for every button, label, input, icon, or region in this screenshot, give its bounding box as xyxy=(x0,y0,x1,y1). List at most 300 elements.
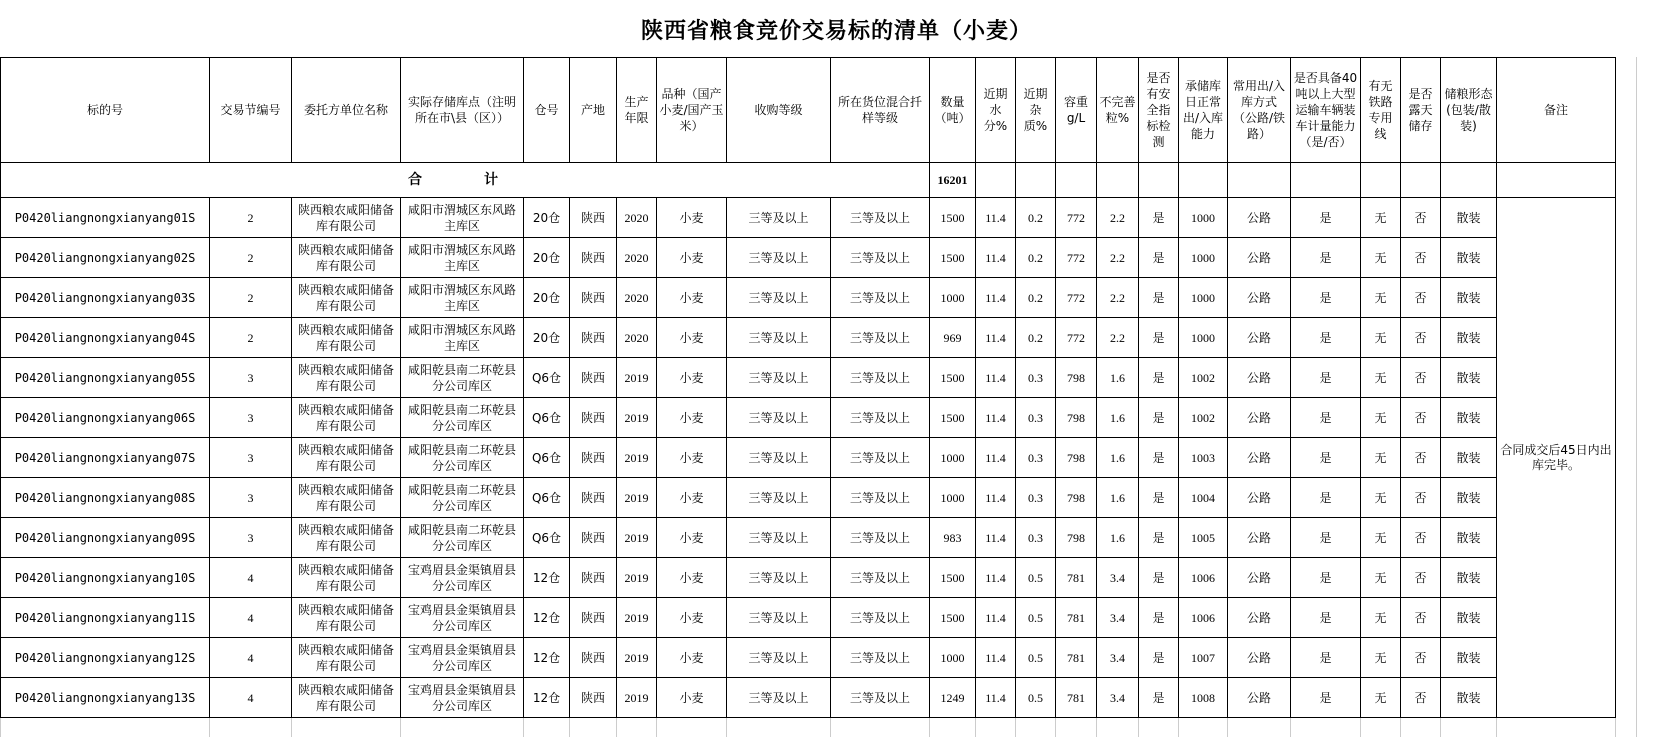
cell-open: 否 xyxy=(1401,518,1441,558)
cell-imperfect: 1.6 xyxy=(1097,398,1139,438)
cell-form: 散装 xyxy=(1441,278,1497,318)
cell-warehouse: 20仓 xyxy=(524,318,570,358)
cell-location: 咸阳市渭城区东风路主库区 xyxy=(401,278,524,318)
cell-impurity: 0.5 xyxy=(1016,598,1056,638)
cell-imperfect: 3.4 xyxy=(1097,678,1139,718)
cell-safety: 是 xyxy=(1139,638,1179,678)
cell-warehouse: 12仓 xyxy=(524,678,570,718)
cell-id: P0420liangnongxianyang06S xyxy=(1,398,210,438)
table-row xyxy=(1,598,1616,638)
cell-grade: 三等及以上 xyxy=(727,318,831,358)
cell-truck: 是 xyxy=(1291,358,1361,398)
table-row xyxy=(1,358,1616,398)
remarks-cell: 合同成交后45日内出库完毕。 xyxy=(1497,198,1616,718)
cell-location: 咸阳乾县南二环乾县分公司库区 xyxy=(401,358,524,398)
cell-qty: 1249 xyxy=(930,678,976,718)
cell-truck: 是 xyxy=(1291,318,1361,358)
cell-warehouse: 20仓 xyxy=(524,238,570,278)
column-header: 标的号 xyxy=(1,58,210,163)
column-header: 储粮形态(包装/散装) xyxy=(1441,58,1497,163)
cell-truck: 是 xyxy=(1291,438,1361,478)
cell-client: 陕西粮农咸阳储备库有限公司 xyxy=(292,518,401,558)
cell-year: 2020 xyxy=(617,238,657,278)
cell-form: 散装 xyxy=(1441,318,1497,358)
cell-mode: 公路 xyxy=(1228,278,1291,318)
cell-id: P0420liangnongxianyang05S xyxy=(1,358,210,398)
cell-safety: 是 xyxy=(1139,598,1179,638)
column-header: 是否有安全指标检测 xyxy=(1139,58,1179,163)
cell-impurity: 0.2 xyxy=(1016,318,1056,358)
cell-rail: 无 xyxy=(1361,678,1401,718)
cell-year: 2020 xyxy=(617,278,657,318)
cell-mode: 公路 xyxy=(1228,398,1291,438)
cell-variety: 小麦 xyxy=(657,358,727,398)
cell-moisture: 11.4 xyxy=(976,318,1016,358)
cell-session: 2 xyxy=(210,278,292,318)
cell-session: 3 xyxy=(210,438,292,478)
cell-capacity: 1008 xyxy=(1179,678,1228,718)
cell-grade: 三等及以上 xyxy=(727,558,831,598)
cell-imperfect: 1.6 xyxy=(1097,478,1139,518)
cell-density: 781 xyxy=(1056,558,1097,598)
cell-location: 咸阳乾县南二环乾县分公司库区 xyxy=(401,518,524,558)
cell-rail: 无 xyxy=(1361,238,1401,278)
cell-grade: 三等及以上 xyxy=(727,238,831,278)
cell-impurity: 0.2 xyxy=(1016,198,1056,238)
column-header: 品种（国产小麦/国产玉米） xyxy=(657,58,727,163)
cell-mode: 公路 xyxy=(1228,558,1291,598)
cell-truck: 是 xyxy=(1291,518,1361,558)
cell-truck: 是 xyxy=(1291,558,1361,598)
cell-id: P0420liangnongxianyang01S xyxy=(1,198,210,238)
table-row xyxy=(1,678,1616,718)
column-header: 是否露天储存 xyxy=(1401,58,1441,163)
column-header: 承储库日正常出/入库能力 xyxy=(1179,58,1228,163)
cell-capacity: 1006 xyxy=(1179,558,1228,598)
cell-capacity: 1002 xyxy=(1179,358,1228,398)
cell-rail: 无 xyxy=(1361,198,1401,238)
cell-origin: 陕西 xyxy=(570,478,617,518)
cell-warehouse: Q6仓 xyxy=(524,478,570,518)
cell-truck: 是 xyxy=(1291,198,1361,238)
cell-qty: 969 xyxy=(930,318,976,358)
cell-moisture: 11.4 xyxy=(976,358,1016,398)
cell-safety: 是 xyxy=(1139,558,1179,598)
cell-safety: 是 xyxy=(1139,438,1179,478)
cell-id: P0420liangnongxianyang08S xyxy=(1,478,210,518)
cell-qty: 1500 xyxy=(930,558,976,598)
cell-variety: 小麦 xyxy=(657,518,727,558)
table-row xyxy=(1,278,1616,318)
cell-density: 798 xyxy=(1056,398,1097,438)
cell-imperfect: 3.4 xyxy=(1097,638,1139,678)
column-header: 实际存储库点（注明所在市\县（区）） xyxy=(401,58,524,163)
cell-rail: 无 xyxy=(1361,278,1401,318)
cell-mode: 公路 xyxy=(1228,318,1291,358)
cell-year: 2019 xyxy=(617,638,657,678)
cell-density: 781 xyxy=(1056,638,1097,678)
cell-client: 陕西粮农咸阳储备库有限公司 xyxy=(292,598,401,638)
cell-density: 781 xyxy=(1056,598,1097,638)
cell-year: 2019 xyxy=(617,358,657,398)
column-header: 近期杂质% xyxy=(1016,58,1056,163)
cell-impurity: 0.3 xyxy=(1016,438,1056,478)
cell-year: 2019 xyxy=(617,398,657,438)
cell-year: 2020 xyxy=(617,198,657,238)
cell-imperfect: 1.6 xyxy=(1097,518,1139,558)
cell-id: P0420liangnongxianyang03S xyxy=(1,278,210,318)
cell-origin: 陕西 xyxy=(570,398,617,438)
column-header: 近期水分% xyxy=(976,58,1016,163)
cell-mode: 公路 xyxy=(1228,598,1291,638)
cell-open: 否 xyxy=(1401,678,1441,718)
cell-qty: 1000 xyxy=(930,638,976,678)
cell-location: 咸阳乾县南二环乾县分公司库区 xyxy=(401,478,524,518)
cell-moisture: 11.4 xyxy=(976,478,1016,518)
cell-density: 772 xyxy=(1056,238,1097,278)
cell-variety: 小麦 xyxy=(657,558,727,598)
cell-rail: 无 xyxy=(1361,398,1401,438)
cell-imperfect: 3.4 xyxy=(1097,558,1139,598)
cell-session: 4 xyxy=(210,678,292,718)
cell-form: 散装 xyxy=(1441,358,1497,398)
cell-impurity: 0.3 xyxy=(1016,518,1056,558)
cell-id: P0420liangnongxianyang10S xyxy=(1,558,210,598)
cell-year: 2019 xyxy=(617,518,657,558)
cell-warehouse: 12仓 xyxy=(524,638,570,678)
table-row xyxy=(1,238,1616,278)
cell-safety: 是 xyxy=(1139,198,1179,238)
cell-impurity: 0.3 xyxy=(1016,398,1056,438)
cell-sample-grade: 三等及以上 xyxy=(831,198,930,238)
cell-truck: 是 xyxy=(1291,238,1361,278)
table-row xyxy=(1,318,1616,358)
cell-sample-grade: 三等及以上 xyxy=(831,638,930,678)
cell-grade: 三等及以上 xyxy=(727,358,831,398)
cell-id: P0420liangnongxianyang07S xyxy=(1,438,210,478)
cell-capacity: 1000 xyxy=(1179,198,1228,238)
cell-truck: 是 xyxy=(1291,398,1361,438)
cell-truck: 是 xyxy=(1291,598,1361,638)
header-row xyxy=(1,58,1616,163)
cell-form: 散装 xyxy=(1441,678,1497,718)
cell-capacity: 1006 xyxy=(1179,598,1228,638)
cell-sample-grade: 三等及以上 xyxy=(831,478,930,518)
cell-rail: 无 xyxy=(1361,638,1401,678)
column-header: 所在货位混合扦样等级 xyxy=(831,58,930,163)
cell-variety: 小麦 xyxy=(657,638,727,678)
column-header: 容重g/L xyxy=(1056,58,1097,163)
cell-origin: 陕西 xyxy=(570,678,617,718)
cell-variety: 小麦 xyxy=(657,278,727,318)
cell-origin: 陕西 xyxy=(570,238,617,278)
cell-warehouse: Q6仓 xyxy=(524,518,570,558)
cell-moisture: 11.4 xyxy=(976,238,1016,278)
cell-safety: 是 xyxy=(1139,678,1179,718)
cell-density: 781 xyxy=(1056,678,1097,718)
cell-form: 散装 xyxy=(1441,438,1497,478)
cell-origin: 陕西 xyxy=(570,638,617,678)
cell-warehouse: Q6仓 xyxy=(524,398,570,438)
column-header: 备注 xyxy=(1497,58,1616,163)
cell-id: P0420liangnongxianyang09S xyxy=(1,518,210,558)
cell-origin: 陕西 xyxy=(570,598,617,638)
cell-rail: 无 xyxy=(1361,318,1401,358)
cell-year: 2019 xyxy=(617,678,657,718)
cell-truck: 是 xyxy=(1291,478,1361,518)
cell-origin: 陕西 xyxy=(570,438,617,478)
column-header: 不完善粒% xyxy=(1097,58,1139,163)
cell-form: 散装 xyxy=(1441,518,1497,558)
cell-moisture: 11.4 xyxy=(976,438,1016,478)
cell-open: 否 xyxy=(1401,358,1441,398)
cell-location: 宝鸡眉县金渠镇眉县分公司库区 xyxy=(401,638,524,678)
table-row xyxy=(1,638,1616,678)
cell-year: 2019 xyxy=(617,438,657,478)
cell-warehouse: 20仓 xyxy=(524,278,570,318)
cell-grade: 三等及以上 xyxy=(727,398,831,438)
cell-safety: 是 xyxy=(1139,278,1179,318)
cell-id: P0420liangnongxianyang12S xyxy=(1,638,210,678)
cell-client: 陕西粮农咸阳储备库有限公司 xyxy=(292,358,401,398)
cell-session: 3 xyxy=(210,398,292,438)
cell-session: 3 xyxy=(210,478,292,518)
cell-sample-grade: 三等及以上 xyxy=(831,398,930,438)
cell-mode: 公路 xyxy=(1228,358,1291,398)
cell-location: 咸阳市渭城区东风路主库区 xyxy=(401,238,524,278)
table-row xyxy=(1,198,1616,238)
cell-rail: 无 xyxy=(1361,598,1401,638)
cell-client: 陕西粮农咸阳储备库有限公司 xyxy=(292,278,401,318)
cell-moisture: 11.4 xyxy=(976,598,1016,638)
cell-imperfect: 2.2 xyxy=(1097,318,1139,358)
cell-grade: 三等及以上 xyxy=(727,438,831,478)
cell-form: 散装 xyxy=(1441,598,1497,638)
cell-qty: 1000 xyxy=(930,438,976,478)
cell-mode: 公路 xyxy=(1228,678,1291,718)
cell-form: 散装 xyxy=(1441,398,1497,438)
column-header: 交易节编号 xyxy=(210,58,292,163)
cell-sample-grade: 三等及以上 xyxy=(831,318,930,358)
cell-open: 否 xyxy=(1401,558,1441,598)
cell-imperfect: 2.2 xyxy=(1097,198,1139,238)
cell-location: 宝鸡眉县金渠镇眉县分公司库区 xyxy=(401,558,524,598)
cell-form: 散装 xyxy=(1441,638,1497,678)
cell-sample-grade: 三等及以上 xyxy=(831,238,930,278)
cell-variety: 小麦 xyxy=(657,678,727,718)
cell-imperfect: 3.4 xyxy=(1097,598,1139,638)
cell-client: 陕西粮农咸阳储备库有限公司 xyxy=(292,198,401,238)
cell-imperfect: 2.2 xyxy=(1097,278,1139,318)
cell-client: 陕西粮农咸阳储备库有限公司 xyxy=(292,638,401,678)
cell-truck: 是 xyxy=(1291,638,1361,678)
cell-rail: 无 xyxy=(1361,438,1401,478)
cell-grade: 三等及以上 xyxy=(727,638,831,678)
cell-form: 散装 xyxy=(1441,558,1497,598)
cell-safety: 是 xyxy=(1139,358,1179,398)
cell-id: P0420liangnongxianyang13S xyxy=(1,678,210,718)
cell-capacity: 1000 xyxy=(1179,318,1228,358)
cell-client: 陕西粮农咸阳储备库有限公司 xyxy=(292,558,401,598)
cell-open: 否 xyxy=(1401,318,1441,358)
cell-truck: 是 xyxy=(1291,278,1361,318)
cell-sample-grade: 三等及以上 xyxy=(831,438,930,478)
cell-open: 否 xyxy=(1401,398,1441,438)
cell-form: 散装 xyxy=(1441,198,1497,238)
cell-origin: 陕西 xyxy=(570,198,617,238)
cell-open: 否 xyxy=(1401,198,1441,238)
cell-safety: 是 xyxy=(1139,478,1179,518)
cell-grade: 三等及以上 xyxy=(727,518,831,558)
cell-warehouse: Q6仓 xyxy=(524,438,570,478)
cell-moisture: 11.4 xyxy=(976,678,1016,718)
cell-open: 否 xyxy=(1401,238,1441,278)
cell-year: 2019 xyxy=(617,558,657,598)
cell-density: 772 xyxy=(1056,198,1097,238)
cell-safety: 是 xyxy=(1139,518,1179,558)
cell-location: 咸阳乾县南二环乾县分公司库区 xyxy=(401,438,524,478)
cell-grade: 三等及以上 xyxy=(727,598,831,638)
cell-year: 2019 xyxy=(617,478,657,518)
cell-impurity: 0.3 xyxy=(1016,478,1056,518)
cell-mode: 公路 xyxy=(1228,518,1291,558)
cell-origin: 陕西 xyxy=(570,358,617,398)
cell-qty: 1000 xyxy=(930,478,976,518)
cell-open: 否 xyxy=(1401,598,1441,638)
cell-session: 3 xyxy=(210,518,292,558)
cell-truck: 是 xyxy=(1291,678,1361,718)
cell-imperfect: 2.2 xyxy=(1097,238,1139,278)
cell-variety: 小麦 xyxy=(657,478,727,518)
cell-mode: 公路 xyxy=(1228,638,1291,678)
cell-id: P0420liangnongxianyang02S xyxy=(1,238,210,278)
cell-rail: 无 xyxy=(1361,358,1401,398)
cell-client: 陕西粮农咸阳储备库有限公司 xyxy=(292,238,401,278)
column-header: 委托方单位名称 xyxy=(292,58,401,163)
cell-client: 陕西粮农咸阳储备库有限公司 xyxy=(292,678,401,718)
table-body xyxy=(1,163,1616,718)
total-label: 合 计 xyxy=(1,163,930,198)
cell-moisture: 11.4 xyxy=(976,198,1016,238)
column-header: 数量（吨） xyxy=(930,58,976,163)
cell-safety: 是 xyxy=(1139,238,1179,278)
column-header: 常用出/入库方式（公路/铁路） xyxy=(1228,58,1291,163)
page-title: 陕西省粮食竞价交易标的清单（小麦） xyxy=(640,18,1032,44)
cell-capacity: 1000 xyxy=(1179,278,1228,318)
cell-session: 2 xyxy=(210,238,292,278)
table-row xyxy=(1,558,1616,598)
cell-client: 陕西粮农咸阳储备库有限公司 xyxy=(292,318,401,358)
cell-open: 否 xyxy=(1401,278,1441,318)
cell-impurity: 0.5 xyxy=(1016,638,1056,678)
cell-capacity: 1005 xyxy=(1179,518,1228,558)
cell-impurity: 0.5 xyxy=(1016,678,1056,718)
cell-imperfect: 1.6 xyxy=(1097,438,1139,478)
cell-qty: 1500 xyxy=(930,358,976,398)
cell-safety: 是 xyxy=(1139,318,1179,358)
cell-density: 798 xyxy=(1056,358,1097,398)
cell-qty: 1500 xyxy=(930,238,976,278)
cell-capacity: 1007 xyxy=(1179,638,1228,678)
cell-impurity: 0.2 xyxy=(1016,278,1056,318)
cell-capacity: 1003 xyxy=(1179,438,1228,478)
cell-sample-grade: 三等及以上 xyxy=(831,678,930,718)
empty-row xyxy=(1,718,1616,737)
cell-form: 散装 xyxy=(1441,478,1497,518)
cell-location: 宝鸡眉县金渠镇眉县分公司库区 xyxy=(401,598,524,638)
column-header: 产地 xyxy=(570,58,617,163)
listing-table xyxy=(0,57,1616,737)
cell-location: 宝鸡眉县金渠镇眉县分公司库区 xyxy=(401,678,524,718)
cell-capacity: 1004 xyxy=(1179,478,1228,518)
cell-impurity: 0.2 xyxy=(1016,238,1056,278)
cell-form: 散装 xyxy=(1441,238,1497,278)
cell-location: 咸阳市渭城区东风路主库区 xyxy=(401,318,524,358)
total-quantity: 16201 xyxy=(930,163,976,198)
cell-capacity: 1002 xyxy=(1179,398,1228,438)
cell-grade: 三等及以上 xyxy=(727,278,831,318)
column-header: 仓号 xyxy=(524,58,570,163)
cell-capacity: 1000 xyxy=(1179,238,1228,278)
cell-density: 798 xyxy=(1056,518,1097,558)
cell-session: 2 xyxy=(210,198,292,238)
cell-location: 咸阳市渭城区东风路主库区 xyxy=(401,198,524,238)
cell-variety: 小麦 xyxy=(657,398,727,438)
cell-session: 2 xyxy=(210,318,292,358)
cell-open: 否 xyxy=(1401,638,1441,678)
cell-qty: 1500 xyxy=(930,198,976,238)
cell-density: 772 xyxy=(1056,318,1097,358)
cell-origin: 陕西 xyxy=(570,278,617,318)
cell-year: 2019 xyxy=(617,598,657,638)
cell-grade: 三等及以上 xyxy=(727,198,831,238)
cell-location: 咸阳乾县南二环乾县分公司库区 xyxy=(401,398,524,438)
cell-variety: 小麦 xyxy=(657,238,727,278)
cell-session: 4 xyxy=(210,558,292,598)
sheet-edge xyxy=(1636,57,1673,737)
cell-mode: 公路 xyxy=(1228,198,1291,238)
cell-moisture: 11.4 xyxy=(976,638,1016,678)
total-row xyxy=(1,163,1616,198)
cell-client: 陕西粮农咸阳储备库有限公司 xyxy=(292,478,401,518)
cell-client: 陕西粮农咸阳储备库有限公司 xyxy=(292,438,401,478)
cell-id: P0420liangnongxianyang04S xyxy=(1,318,210,358)
table-row xyxy=(1,398,1616,438)
cell-mode: 公路 xyxy=(1228,238,1291,278)
cell-variety: 小麦 xyxy=(657,438,727,478)
table-row xyxy=(1,438,1616,478)
table-row xyxy=(1,518,1616,558)
cell-density: 772 xyxy=(1056,278,1097,318)
cell-impurity: 0.5 xyxy=(1016,558,1056,598)
cell-session: 3 xyxy=(210,358,292,398)
cell-warehouse: Q6仓 xyxy=(524,358,570,398)
cell-warehouse: 12仓 xyxy=(524,558,570,598)
cell-qty: 1500 xyxy=(930,398,976,438)
cell-grade: 三等及以上 xyxy=(727,678,831,718)
cell-imperfect: 1.6 xyxy=(1097,358,1139,398)
cell-origin: 陕西 xyxy=(570,518,617,558)
cell-rail: 无 xyxy=(1361,558,1401,598)
cell-qty: 1500 xyxy=(930,598,976,638)
column-header: 收购等级 xyxy=(727,58,831,163)
cell-moisture: 11.4 xyxy=(976,558,1016,598)
cell-session: 4 xyxy=(210,638,292,678)
cell-variety: 小麦 xyxy=(657,598,727,638)
cell-variety: 小麦 xyxy=(657,198,727,238)
cell-safety: 是 xyxy=(1139,398,1179,438)
cell-open: 否 xyxy=(1401,438,1441,478)
